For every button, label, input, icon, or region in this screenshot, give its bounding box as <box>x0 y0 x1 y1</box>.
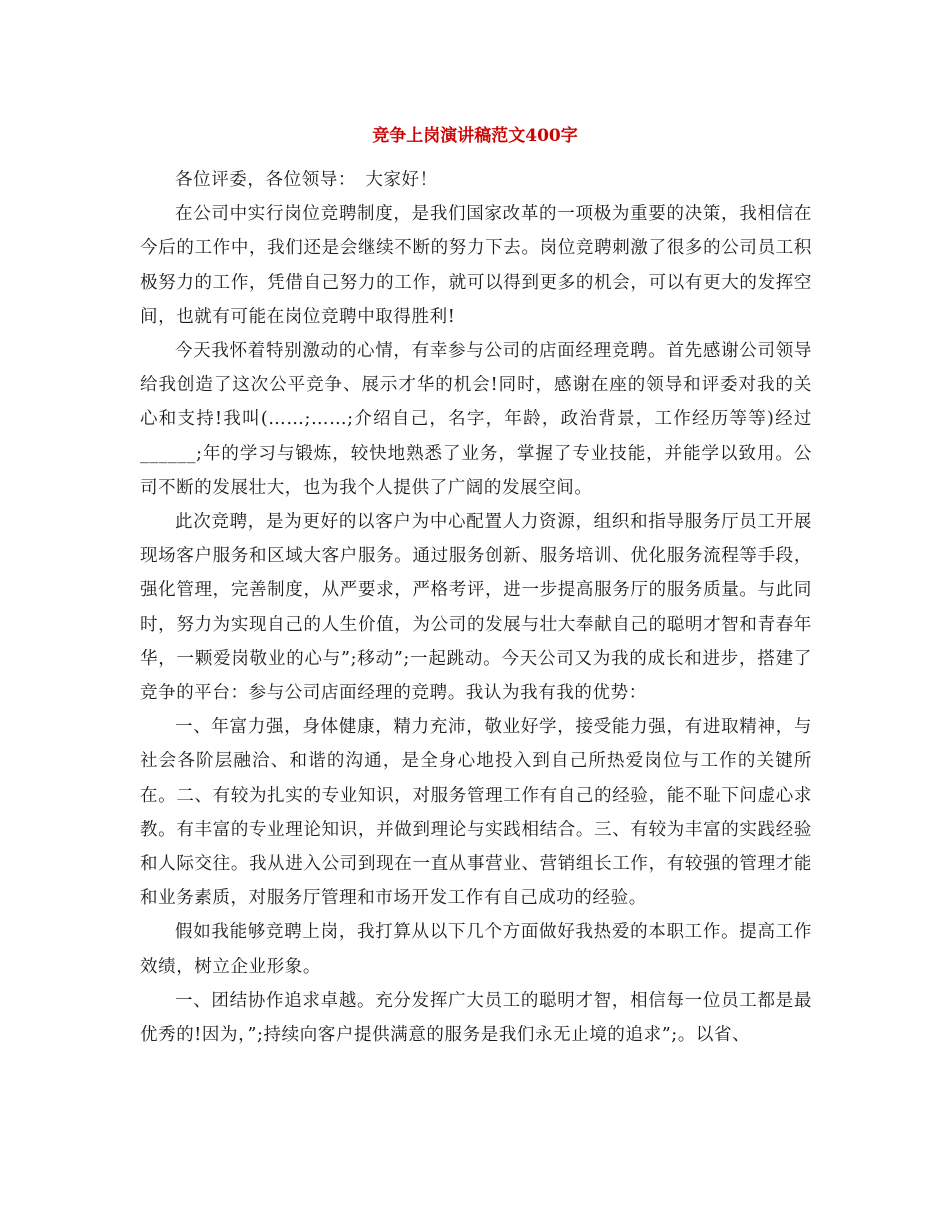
document-title: 竞争上岗演讲稿范文400字 <box>372 126 578 146</box>
paragraph: 一、年富力强，身体健康，精力充沛，敬业好学，接受能力强，有进取精神，与社会各阶层融洽、和谐的沟通，是全身心地投入到自己所热爱岗位与工作的关键所在。二、有较为扎实的专业知识，对服务管理工作有自己的经验，能不耻下问虚心求教。有丰富的专业理论知识，并做到理论与实践相结合。三、有较为丰富的实践经验和人际交往。我从进入公司到现在一直从事营业、营销组长工作，有较强的管理才能和业务素质，对服务厅管理和市场开发工作有自己成功的经验。 <box>140 717 812 909</box>
paragraph-greeting: 各位评委，各位领导： 大家好！ <box>175 170 438 190</box>
paragraph: 在公司中实行岗位竞聘制度，是我们国家改革的一项极为重要的决策，我相信在今后的工作中，我们还是会继续不断的努力下去。岗位竞聘刺激了很多的公司员工积极努力的工作，凭借自己努力的工作，就可以得到更多的机会，可以有更大的发挥空间，也就有可能在岗位竞聘中取得胜利! <box>140 204 812 327</box>
document-body <box>140 163 812 1052</box>
paragraph: 今天我怀着特别激动的心情，有幸参与公司的店面经理竞聘。首先感谢公司领导给我创造了这次公平竞争、展示才华的机会!同时，感谢在座的领导和评委对我的关心和支持!我叫(……;……;介绍自己，名字，年龄，政治背景，工作经历等等)经过______;年的学习与锻炼，较快地熟悉了业务，掌握了专业技能，并能学以致用。公司不断的发展壮大，也为我个人提供了广阔的发展空间。 <box>140 341 812 498</box>
paragraph: 此次竞聘，是为更好的以客户为中心配置人力资源，组织和指导服务厅员工开展现场客户服务和区域大客户服务。通过服务创新、服务培训、优化服务流程等手段，强化管理，完善制度，从严要求，严格考评，进一步提高服务厅的服务质量。与此同时，努力为实现自己的人生价值，为公司的发展与壮大奉献自己的聪明才智和青春年华，一颗爱岗敬业的心与”;移动”;一起跳动。今天公司又为我的成长和进步，搭建了竞争的平台：参与公司店面经理的竞聘。我认为我有我的优势： <box>140 512 812 704</box>
paragraph: 一、团结协作追求卓越。充分发挥广大员工的聪明才智，相信每一位员工都是最优秀的!因为，”;持续向客户提供满意的服务是我们永无止境的追求”;。以省、 <box>140 990 812 1046</box>
paragraph: 假如我能够竞聘上岗，我打算从以下几个方面做好我热爱的本职工作。提高工作效绩，树立企业形象。 <box>140 922 812 977</box>
